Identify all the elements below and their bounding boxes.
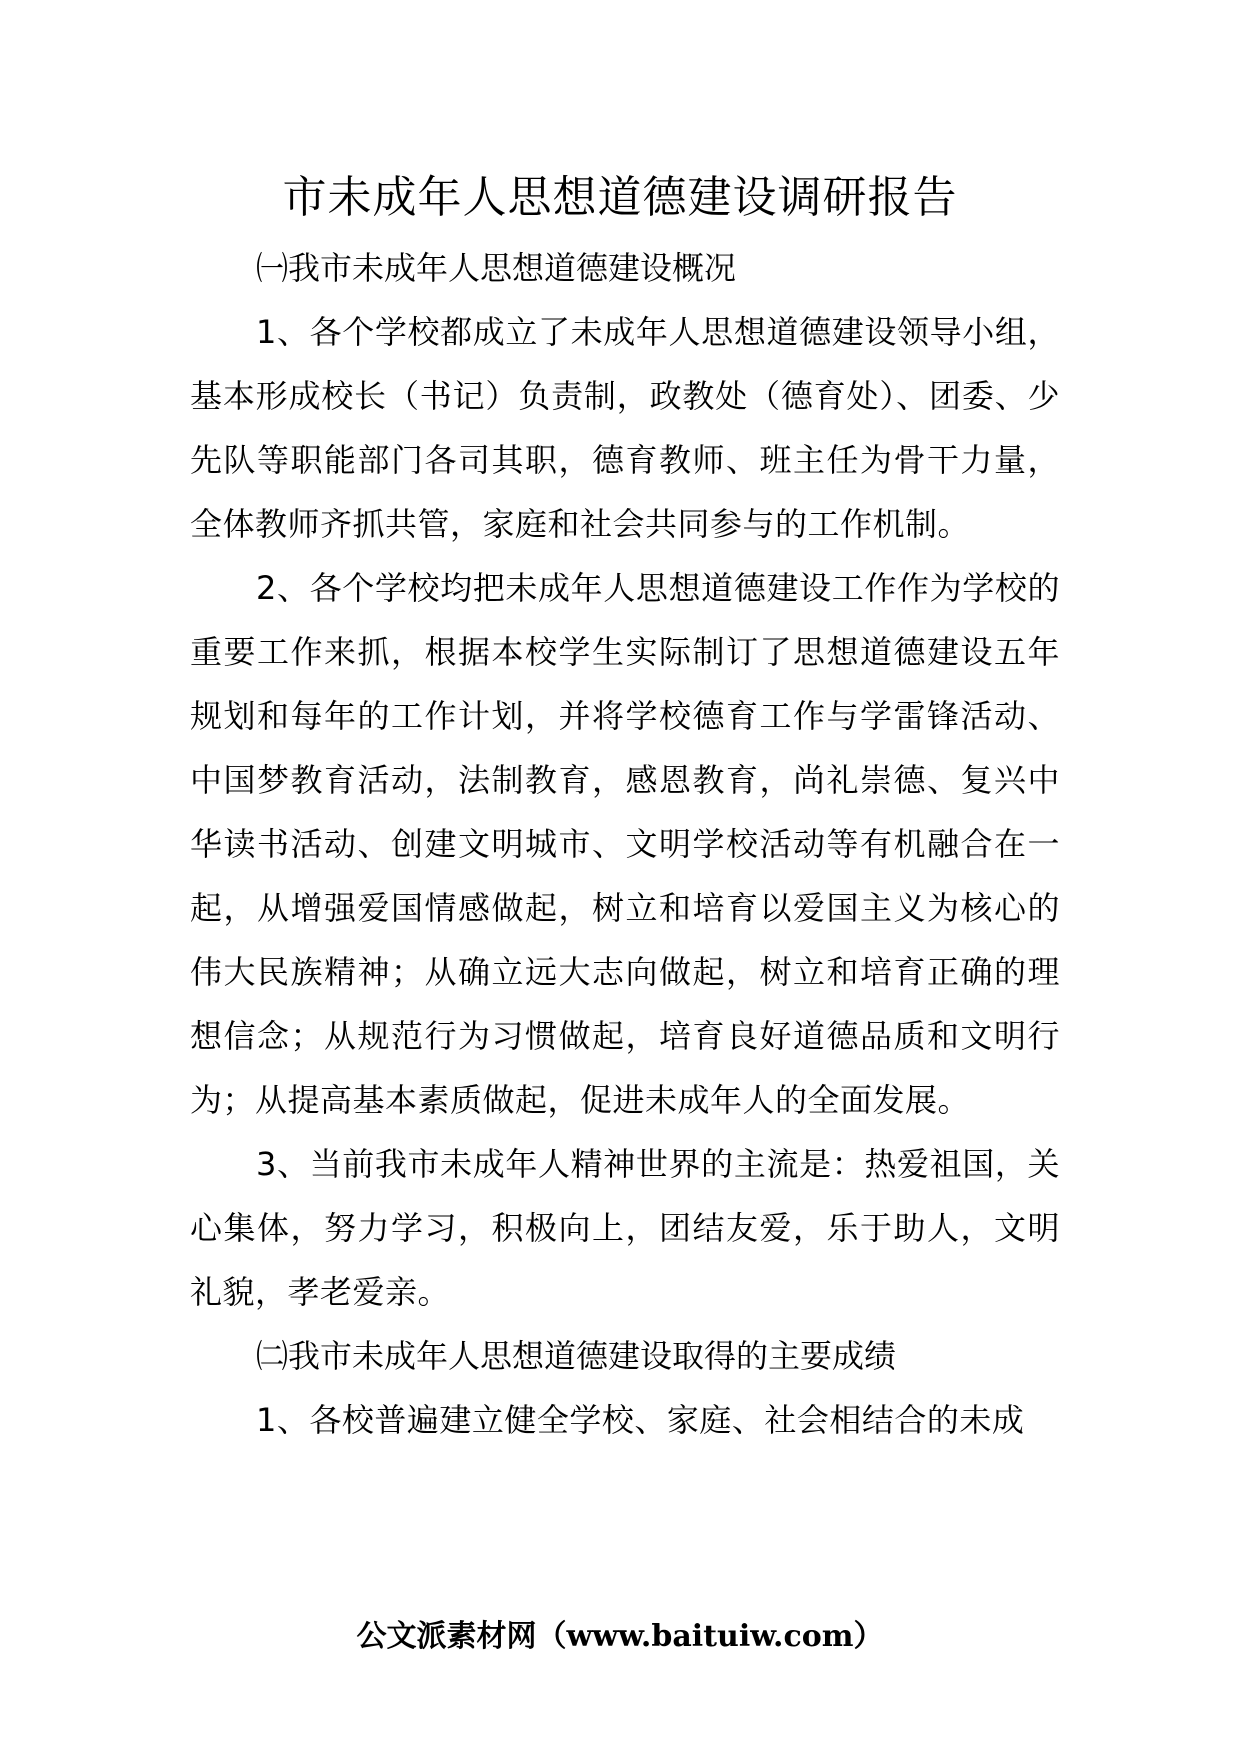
- paragraph-1-3: 3、当前我市未成年人精神世界的主流是：热爱祖国，关心集体，努力学习，积极向上，团结友爱，乐于助人，文明礼貌，孝老爱亲。: [190, 1145, 1060, 1311]
- paragraph-2-1: 1、各校普遍建立健全学校、家庭、社会相结合的未成: [256, 1401, 1025, 1439]
- footer-watermark: 公文派素材网（www.baituiw.com）: [356, 1619, 884, 1654]
- paragraph-1-1: 1、各个学校都成立了未成年人思想道德建设领导小组，基本形成校长（书记）负责制，政教处（德育处）、团委、少先队等职能部门各司其职，德育教师、班主任为骨干力量，全体教师齐抓共管，家庭和社会共同参与的工作机制。: [190, 313, 1060, 543]
- document-title: 市未成年人思想道德建设调研报告: [282, 172, 958, 223]
- paragraph-1-2: 2、各个学校均把未成年人思想道德建设工作作为学校的重要工作来抓，根据本校学生实际制订了思想道德建设五年规划和每年的工作计划，并将学校德育工作与学雷锋活动、中国梦教育活动，法制教育，感恩教育，尚礼崇德、复兴中华读书活动、创建文明城市、文明学校活动等有机融合在一起，从增强爱国情感做起，树立和培育以爱国主义为核心的伟大民族精神；从确立远大志向做起，树立和培育正确的理想信念；从规范行为习惯做起，培育良好道德品质和文明行为；从提高基本素质做起，促进未成年人的全面发展。: [190, 569, 1060, 1119]
- section-heading-1: ㈠我市未成年人思想道德建设概况: [256, 249, 737, 287]
- section-heading-2: ㈡我市未成年人思想道德建设取得的主要成绩: [256, 1337, 897, 1375]
- document-body: [190, 236, 1060, 1452]
